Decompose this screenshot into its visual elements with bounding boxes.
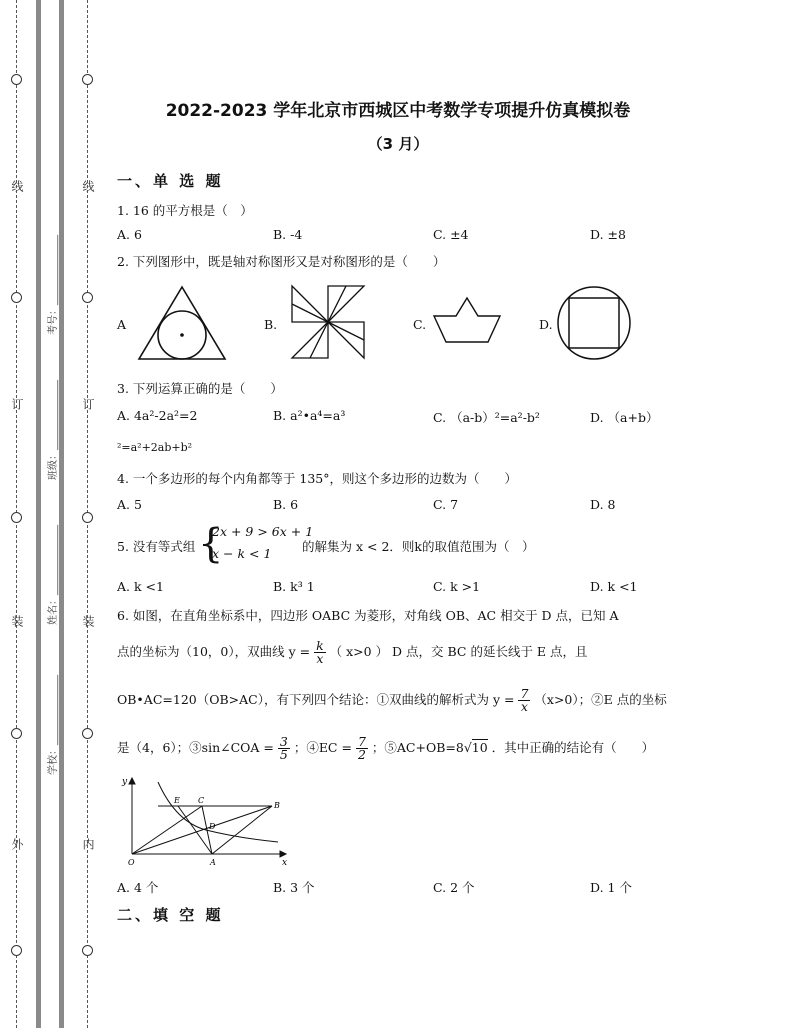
inner-label: 订: [81, 398, 95, 410]
binding-hole: [82, 728, 93, 739]
label-c: C: [198, 796, 205, 805]
option[interactable]: A: [117, 317, 127, 332]
page-title: 2022-2023 学年北京市西城区中考数学专项提升仿真模拟卷: [165, 101, 631, 121]
inequality-1: 2x + 9 > 6x + 1: [212, 524, 314, 539]
rhombus-hyperbola-figure: [118, 772, 298, 868]
fraction-k-over-x: $\frac{k}{x}$: [316, 637, 324, 666]
question-stem: 1. 16 的平方根是（ ）: [117, 203, 253, 218]
field-name[interactable]: 姓名：______________: [48, 525, 59, 625]
option[interactable]: D.: [539, 317, 553, 332]
label-x: x: [282, 858, 288, 868]
option[interactable]: D. 8: [590, 497, 616, 512]
label-a: A: [210, 858, 216, 867]
option[interactable]: D. 1 个: [590, 880, 632, 895]
question-line: OB•AC=120（OB>AC），有下列四个结论：①双曲线的解析式为 y = $\frac{7}{x}$ （x>0）；②E 点的坐标: [117, 685, 667, 714]
figure-triangle-incircle: [136, 284, 228, 362]
option-continuation: ²=a²+2ab+b²: [117, 441, 193, 454]
option[interactable]: A. k <1: [117, 579, 164, 594]
option[interactable]: D. （a+b）: [590, 410, 659, 425]
binding-hole: [82, 74, 93, 85]
field-exam-number[interactable]: 考号：______________: [48, 235, 59, 335]
question-line: 是（4，6）；③sin∠COA = $\frac{3}{5}$ ；④EC = $\frac{7}{2}$ ；⑤AC+OB=8√10 ．其中正确的结论有（ ）: [117, 733, 655, 762]
question-stem: 2. 下列图形中，既是轴对称图形又是对称图形的是（ ）: [117, 254, 446, 269]
binding-hole: [11, 292, 22, 303]
fraction-7-over-2: $\frac{7}{2}$: [357, 733, 366, 762]
inner-label: 内: [81, 838, 95, 850]
section-heading: 一、单 选 题: [117, 172, 224, 190]
fraction-7-over-x: $\frac{7}{x}$: [520, 685, 529, 714]
question-stem-prefix: 5. 没有等式组: [117, 539, 196, 554]
option[interactable]: A. 6: [117, 227, 142, 242]
option[interactable]: A. 5: [117, 497, 142, 512]
option[interactable]: B. a²•a⁴=a³: [273, 408, 346, 423]
label-d: D: [209, 822, 216, 831]
question-line: 点的坐标为（10，0），双曲线 y = $\frac{k}{x}$ （ x>0 ） D 点，交 BC 的延长线于 E 点，且: [117, 637, 588, 666]
option[interactable]: A. 4 个: [117, 880, 159, 895]
figure-pinwheel: [290, 284, 366, 360]
option[interactable]: B. 3 个: [273, 880, 315, 895]
outer-label: 订: [10, 398, 24, 410]
outer-label: 外: [10, 838, 24, 850]
option[interactable]: D. ±8: [590, 227, 626, 242]
option[interactable]: C. 7: [433, 497, 459, 512]
field-class[interactable]: 班级：______________: [48, 380, 59, 480]
question-stem: 3. 下列运算正确的是（ ）: [117, 381, 283, 396]
figure-boat: [432, 294, 502, 346]
question-stem-suffix: 的解集为 x < 2．则k的取值范围为（ ）: [302, 539, 535, 554]
fraction-3-over-5: $\frac{3}{5}$: [279, 733, 288, 762]
sqrt-sign: √: [463, 740, 472, 755]
option[interactable]: B. k³ 1: [273, 579, 315, 594]
label-b: B: [274, 801, 280, 810]
question-stem: 4. 一个多边形的每个内角都等于 135°，则这个多边形的边数为（ ）: [117, 471, 517, 486]
label-o: O: [128, 858, 135, 867]
binding-hole: [11, 728, 22, 739]
option[interactable]: C.: [413, 317, 427, 332]
option[interactable]: C. （a-b）²=a²-b²: [433, 410, 540, 425]
option[interactable]: A. 4a²-2a²=2: [117, 408, 198, 423]
option[interactable]: B.: [264, 317, 278, 332]
system-brace: {: [198, 521, 224, 567]
label-y: y: [122, 777, 128, 787]
inner-label: 装: [81, 615, 95, 627]
option[interactable]: C. ±4: [433, 227, 469, 242]
option[interactable]: C. k >1: [433, 579, 481, 594]
page-subtitle: （3 月）: [367, 135, 429, 153]
sqrt-radicand: 10: [471, 740, 488, 755]
figure-circle-square: [556, 285, 632, 361]
option[interactable]: B. 6: [273, 497, 299, 512]
binding-hole: [82, 292, 93, 303]
inner-label: 线: [81, 180, 95, 192]
option[interactable]: D. k <1: [590, 579, 638, 594]
inequality-2: x − k < 1: [212, 546, 272, 561]
field-school[interactable]: 学校：______________: [48, 675, 59, 775]
binding-hole: [11, 945, 22, 956]
binding-margin-inner: [41, 0, 59, 1028]
binding-hole: [11, 74, 22, 85]
option[interactable]: C. 2 个: [433, 880, 475, 895]
question-stem: 6. 如图，在直角坐标系中，四边形 OABC 为菱形，对角线 OB、AC 相交于 D 点，已知 A: [117, 608, 619, 623]
binding-hole: [82, 512, 93, 523]
outer-label: 装: [10, 615, 24, 627]
binding-hole: [11, 512, 22, 523]
section-heading: 二、填 空 题: [117, 906, 224, 924]
label-e: E: [174, 796, 180, 805]
option[interactable]: B. -4: [273, 227, 303, 242]
outer-label: 线: [10, 180, 24, 192]
binding-hole: [82, 945, 93, 956]
